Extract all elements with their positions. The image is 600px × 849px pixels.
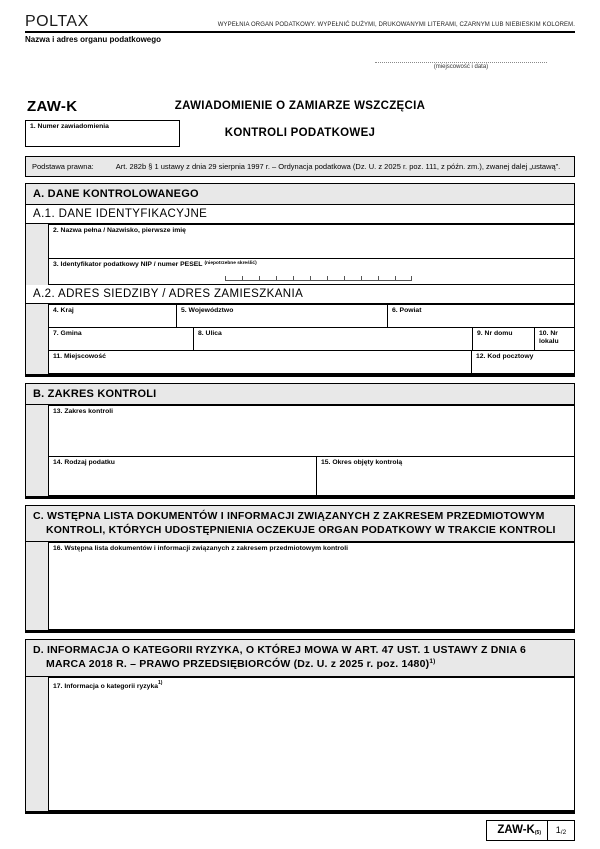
section-a1-header: A.1. DANE IDENTYFIKACYJNE <box>26 205 574 224</box>
section-c-fields <box>26 542 574 630</box>
form-code-box <box>486 820 575 841</box>
org-address-area[interactable] <box>25 44 575 96</box>
form-symbol: ZAW-K <box>27 98 78 115</box>
field-6-label: 6. Powiat <box>392 307 422 314</box>
footer-form-code: ZAW-K(5) <box>487 821 548 840</box>
legal-basis-label: Podstawa prawna: <box>32 162 94 171</box>
field-1-label: 1. Numer zawiadomienia <box>30 123 109 130</box>
page-footer <box>25 820 575 841</box>
field-12-label: 12. Kod pocztowy <box>476 353 534 360</box>
place-date-caption: (miejscowość i data) <box>433 64 489 70</box>
section-d <box>25 639 575 813</box>
field-6-powiat[interactable] <box>388 305 574 327</box>
org-name-label: Nazwa i adres organu podatkowego <box>25 35 162 44</box>
section-a1-fields <box>26 224 574 285</box>
top-header <box>25 14 575 33</box>
section-c <box>25 505 575 633</box>
section-d-header: D. INFORMACJA O KATEGORII RYZYKA, O KTÓREJ MOWA W ART. 47 UST. 1 USTAWY Z DNIA 6 MARCA 2018 R. – PRAWO PRZEDSIĘBIORCÓW (Dz. U. z 2025 r. poz. 1480)$^{1)}$ <box>26 640 574 676</box>
field-14-rodzaj-podatku[interactable] <box>49 457 316 495</box>
section-a-header: A. DANE KONTROLOWANEGO <box>26 184 574 205</box>
field-3-nip-pesel[interactable] <box>49 259 574 284</box>
form-title-line2: KONTROLI PODATKOWEJ <box>224 127 376 139</box>
form-title-line1: ZAWIADOMIENIE O ZAMIARZE WSZCZĘCIA <box>174 100 426 112</box>
fill-instruction: WYPEŁNIA ORGAN PODATKOWY. WYPEŁNIĆ DUŻYMI, DRUKOWANYMI LITERAMI, CZARNYM LUB NIEBIESKIM KOLOREM. <box>217 22 575 28</box>
field-9-label: 9. Nr domu <box>477 330 513 337</box>
field-11-label: 11. Miejscowość <box>53 353 106 360</box>
field-7-label: 7. Gmina <box>53 330 82 337</box>
field-14-label: 14. Rodzaj podatku <box>53 459 115 466</box>
field-3-label: 3. Identyfikator podatkowy NIP / numer PESEL $^{(niepotrzebne skreślić)}$ <box>53 261 257 268</box>
field-8-ulica[interactable] <box>194 328 472 350</box>
footer-form-version: (5) <box>534 829 541 836</box>
field-1-numer-zawiadomienia[interactable] <box>25 120 180 147</box>
field-17-kategoria-ryzyka[interactable] <box>49 678 574 810</box>
field-4-label: 4. Kraj <box>53 307 74 314</box>
field-13-label: 13. Zakres kontroli <box>53 408 114 415</box>
field-4-kraj[interactable] <box>49 305 176 327</box>
field-5-wojewodztwo[interactable] <box>177 305 387 327</box>
field-8-label: 8. Ulica <box>198 330 222 337</box>
field-13-zakres-kontroli[interactable] <box>49 406 574 456</box>
field-10-label: 10. Nr lokalu <box>539 330 559 346</box>
nip-pesel-comb-input[interactable] <box>225 276 570 281</box>
field-7-gmina[interactable] <box>49 328 193 350</box>
section-b-fields <box>26 405 574 496</box>
field-2-label: 2. Nazwa pełna / Nazwisko, pierwsze imię <box>53 227 186 234</box>
field-17-footnote-mark: 1) <box>158 679 163 686</box>
field-16-label: 16. Wstępna lista dokumentów i informacji związanych z zakresem przedmiotowym kontroli <box>53 545 348 553</box>
field-15-okres-kontroli[interactable] <box>317 457 574 495</box>
place-date-line[interactable] <box>375 54 547 63</box>
field-5-label: 5. Województwo <box>181 307 234 314</box>
title-row-2 <box>25 120 575 152</box>
poltax-logo: POLTAX <box>25 13 89 30</box>
section-b-header: B. ZAKRES KONTROLI <box>26 384 574 405</box>
field-11-miejscowosc[interactable] <box>49 351 471 373</box>
section-d-footnote-mark: 1) <box>429 657 436 665</box>
field-15-label: 15. Okres objęty kontrolą <box>321 459 403 466</box>
field-12-kod-pocztowy[interactable] <box>472 351 574 373</box>
field-10-nr-lokalu[interactable] <box>535 328 574 350</box>
field-16-wstepna-lista[interactable] <box>49 543 574 629</box>
section-a2-fields <box>26 304 574 374</box>
section-a <box>25 183 575 377</box>
field-17-label: 17. Informacja o kategorii ryzyka$^{1)}$ <box>53 679 163 690</box>
title-block <box>25 96 575 152</box>
legal-basis-text: Art. 282b § 1 ustawy z dnia 29 sierpnia 1997 r. – Ordynacja podatkowa (Dz. U. z 2025 r. poz. 111, z późn. zm.), zwanej dalej „ustawą”. <box>115 162 561 171</box>
field-9-nr-domu[interactable] <box>473 328 534 350</box>
section-c-header: C. WSTĘPNA LISTA DOKUMENTÓW I INFORMACJI ZWIĄZANYCH Z ZAKRESEM PRZEDMIOTOWYM KONTROLI, KTÓRYCH UDOSTĘPNIENIA OCZEKUJE ORGAN PODATKOWY W TRAKCIE KONTROLI <box>26 506 574 542</box>
place-date-block <box>375 54 547 70</box>
section-b <box>25 383 575 499</box>
section-a2-header: A.2. ADRES SIEDZIBY / ADRES ZAMIESZKANIA <box>26 285 574 304</box>
section-d-fields <box>26 677 574 811</box>
footer-page-number: 1/2 <box>555 824 567 836</box>
title-row-1 <box>25 96 575 118</box>
field-2-nazwa-pelna[interactable] <box>49 225 574 258</box>
field-3-note: (niepotrzebne skreślić) <box>204 261 257 266</box>
legal-basis-bar <box>25 156 575 177</box>
